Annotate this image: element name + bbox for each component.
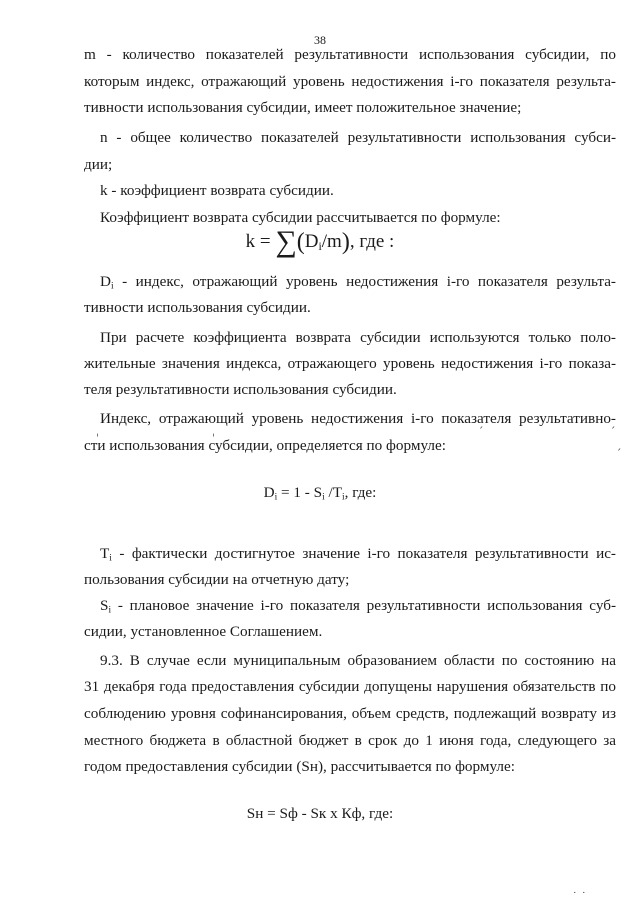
scan-mark: ˌ [212,425,216,438]
text-line: пользования субсидии на отчетную дату; [84,571,350,588]
text-line: При расчете коэффициента возврата субсидии используются только поло- [100,329,616,346]
formula-d-subscript: i [274,492,278,503]
text-line: сидии, установленное Соглашением. [84,623,323,640]
formula-k-tail: , где : [349,231,395,252]
var-subscript: i [110,281,114,292]
text-line [100,597,616,619]
formula-k [0,227,640,262]
scan-mark: ˊ [616,447,622,460]
var-s: S [100,597,109,614]
formula-d-tail: , где: [344,484,377,501]
sigma-symbol: ∑ [275,225,297,258]
text-line: k - коэффициент возврата субсидии. [100,182,334,199]
formula-d-mid: = 1 - S [277,484,323,501]
text-line: годом предоставления субсидии (Sн), рассчитывается по формуле: [84,758,515,775]
text-line-rest: - индекс, отражающий уровень недостижения i-го показателя результа- [113,273,616,290]
text-line [100,545,616,567]
text-line: Индекс, отражающий уровень недостижения i-го показателя результативно- [100,410,616,427]
text-line: Коэффициент возврата субсидии рассчитывается по формуле: [100,209,501,226]
formula-d-divisor: /T [324,484,342,501]
text-line-rest: - плановое значение i-го показателя результативности использования суб- [111,597,616,614]
formula-k-divisor: /m [321,231,342,252]
var-subscript: i [108,605,112,616]
formula-k-subscript: i [318,239,322,253]
text-line: тивности использования субсидии, имеет положительное значение; [84,99,522,116]
text-line: жительные значения индекса, отражающего уровень недостижения i-го показа- [84,355,616,372]
scan-mark: ˊ [478,425,484,438]
text-line [100,273,616,295]
scan-mark: ˙ ˙ [572,890,587,903]
text-line: дии; [84,156,113,173]
text-line: 31 декабря года предоставления субсидии допущены нарушения обязательств по [84,678,616,695]
text-line: n - общее количество показателей результативности использования субси- [100,129,616,146]
formula-d-subscript: i [322,492,325,503]
text-line: которым индекс, отражающий уровень недостижения i-го показателя результа- [84,73,616,90]
var-subscript: i [109,553,112,564]
text-line: m - количество показателей результативности использования субсидии, по [84,46,616,63]
scan-mark: ˊ [610,425,616,438]
page-number: 38 [314,33,326,47]
formula-k-d: D [304,231,319,252]
text-line: тивности использования субсидии. [84,299,311,316]
text-line: соблюдению уровня софинансирования, объем средств, подлежащий возврату из [84,705,616,722]
formula-d-lhs: D [263,484,275,501]
text-line: 9.3. В случае если муниципальным образованием области по состоянию на [100,652,616,669]
formula-d [0,484,640,506]
formula-d-subscript: i [341,492,345,503]
text-line: теля результативности использования субсидии. [84,381,397,398]
var-d: D [100,273,111,290]
text-line: местного бюджета в областной бюджет в срок до 1 июня года, следующего за [84,732,616,749]
text-line: сти использования субсидии, определяется по формуле: [84,437,446,454]
formula-k-lhs: k = [245,231,276,252]
formula-s: Sн = Sф - Sк х Кф, где: [246,805,394,822]
formula-k-open-paren: ( [296,229,305,255]
scan-mark: ˌ [96,425,100,438]
text-line-rest: - фактически достигнутое значение i-го показателя результативности ис- [111,545,616,562]
var-t: T [100,545,110,562]
formula-k-close-paren: ) [341,229,350,255]
